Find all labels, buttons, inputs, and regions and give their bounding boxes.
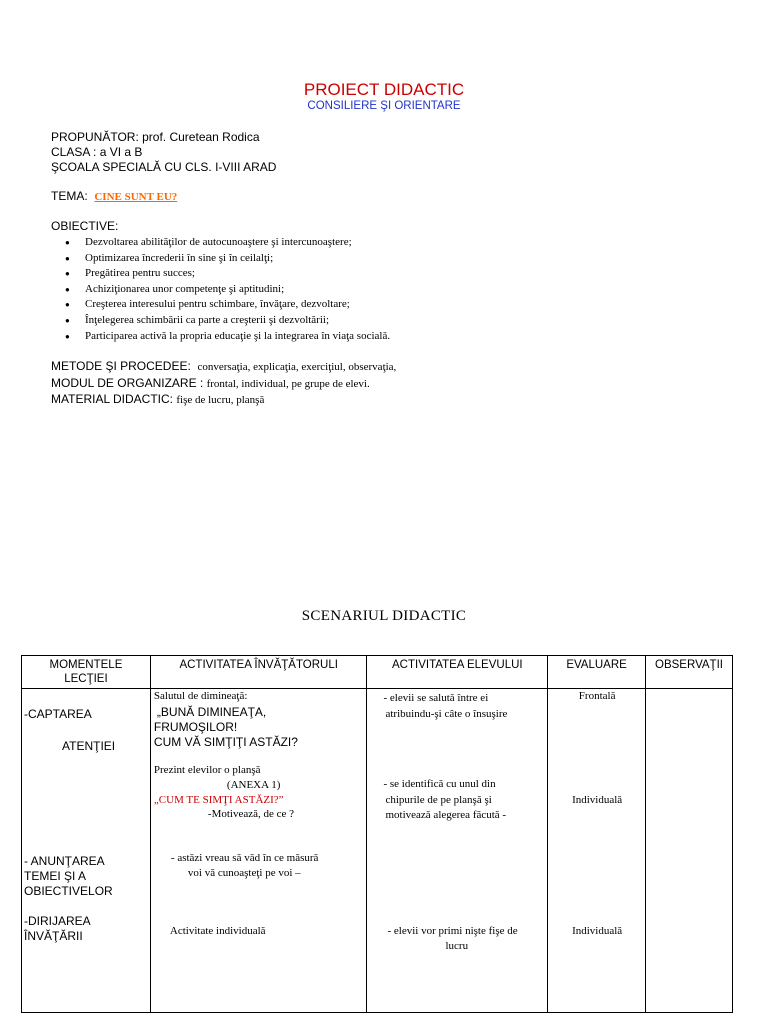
- tema-label: TEMA:: [51, 189, 88, 203]
- cell-moments: [22, 689, 151, 1013]
- teacher-astazi-2: voi vă cunoaşteţi pe voi –: [187, 867, 301, 879]
- teacher-cum: CUM VĂ SIMŢIŢI ASTĂZI?: [153, 735, 298, 749]
- metode-label: METODE ŞI PROCEDEE:: [51, 359, 191, 373]
- objective-item: ● Înţelegerea schimbării ca parte a creşterii şi dezvoltării;: [51, 313, 390, 329]
- moment-temei: TEMEI ŞI A: [24, 869, 87, 883]
- student-r3-2: lucru: [445, 940, 469, 952]
- student-r3-1: - elevii vor primi nişte fişe de: [387, 925, 518, 937]
- header-evaluare: EVALUARE: [548, 656, 646, 689]
- moment-captarea: -CAPTAREA: [24, 707, 92, 721]
- modul-value: frontal, individual, pe grupe de elevi.: [206, 377, 370, 390]
- cell-student: [367, 689, 548, 1013]
- teacher-activitate: Activitate individuală: [169, 925, 266, 937]
- details-block: [51, 359, 396, 409]
- cell-evaluare: [548, 689, 646, 1013]
- tema-value: CINE SUNT EU?: [94, 191, 178, 203]
- moment-anuntarea: - ANUNŢAREA: [24, 854, 105, 868]
- moment-atentiei: ATENŢIEI: [62, 739, 116, 753]
- clasa: CLASA : a VI a B: [51, 145, 143, 159]
- metode-line: [51, 359, 396, 376]
- scenario-table: [21, 655, 733, 1013]
- page-title: PROIECT DIDACTIC: [303, 80, 465, 99]
- scoala: ŞCOALA SPECIALĂ CU CLS. I-VIII ARAD: [51, 160, 277, 174]
- teacher-prezint: Prezint elevilor o planşă: [153, 764, 261, 776]
- modul-label: MODUL DE ORGANIZARE :: [51, 375, 204, 390]
- tema-line: [51, 189, 177, 205]
- teacher-frumosilor: FRUMOŞILOR!: [153, 720, 238, 734]
- scenario-title: SCENARIUL DIDACTIC: [301, 608, 467, 624]
- material-label: MATERIAL DIDACTIC:: [51, 392, 174, 406]
- obiective-label: OBIECTIVE:: [51, 219, 119, 233]
- teacher-buna: „BUNĂ DIMINEAŢA,: [156, 705, 267, 719]
- metode-value: conversaţia, explicaţia, exerciţiul, observaţia,: [197, 361, 397, 373]
- evaluare-frontala: Frontală: [578, 690, 616, 702]
- objective-item: ● Pregătirea pentru succes;: [51, 266, 390, 282]
- header-observatii: OBSERVAŢII: [646, 656, 733, 689]
- evaluare-individuala-1: Individuală: [572, 794, 623, 806]
- teacher-anexa: (ANEXA 1): [226, 779, 281, 791]
- evaluare-individuala-2: Individuală: [572, 925, 623, 937]
- student-r2-3: motivează alegerea făcută -: [385, 809, 507, 821]
- objective-item: ● Achiziţionarea unor competenţe şi aptitudini;: [51, 282, 390, 298]
- student-r2-2: chipurile de pe planşă şi: [385, 794, 492, 806]
- student-r1-1: - elevii se salută între ei: [383, 692, 489, 704]
- teacher-question: „CUM TE SIMŢI ASTĂZI?”: [153, 794, 284, 806]
- material-line: [51, 392, 396, 409]
- student-r1-2: atribuindu-şi câte o însuşire: [385, 708, 508, 720]
- material-value: fişe de lucru, planşă: [176, 394, 265, 406]
- objective-item: ● Participarea activă la propria educaţie şi la integrarea în viaţa socială.: [51, 329, 390, 345]
- cell-observatii: [646, 689, 733, 1013]
- table-header-row: [22, 656, 733, 689]
- table-row: [22, 689, 733, 1013]
- objective-item: ● Optimizarea încrederii în sine şi în ceilalţi;: [51, 251, 390, 267]
- info-block: [51, 130, 276, 175]
- objective-item: ● Dezvoltarea abilităţilor de autocunoaştere şi intercunoaştere;: [51, 235, 390, 251]
- moment-invatarii: ÎNVĂŢĂRII: [24, 929, 83, 943]
- objective-item: ● Creşterea interesului pentru schimbare, învăţare, dezvoltare;: [51, 297, 390, 313]
- modul-line: [51, 376, 396, 393]
- page-subtitle: CONSILIERE ŞI ORIENTARE: [307, 100, 461, 112]
- header-activitatea-invatatorului: ACTIVITATEA ÎNVĂŢĂTORULI: [150, 656, 367, 689]
- cell-teacher: [150, 689, 367, 1013]
- header-activitatea-elevului: ACTIVITATEA ELEVULUI: [367, 656, 548, 689]
- propunator: PROPUNĂTOR: prof. Curetean Rodica: [51, 130, 260, 144]
- teacher-motiveaza: -Motivează, de ce ?: [207, 808, 295, 820]
- moment-obiectivelor: OBIECTIVELOR: [24, 884, 113, 898]
- teacher-salut: Salutul de dimineaţă:: [153, 690, 248, 702]
- header-momentele: MOMENTELE LECŢIEI: [22, 656, 151, 689]
- moment-dirijarea: -DIRIJAREA: [24, 914, 91, 928]
- teacher-astazi-1: - astăzi vreau să văd în ce măsură: [170, 852, 319, 864]
- objectives-list: [51, 235, 390, 344]
- student-r2-1: - se identifică cu unul din: [383, 778, 496, 790]
